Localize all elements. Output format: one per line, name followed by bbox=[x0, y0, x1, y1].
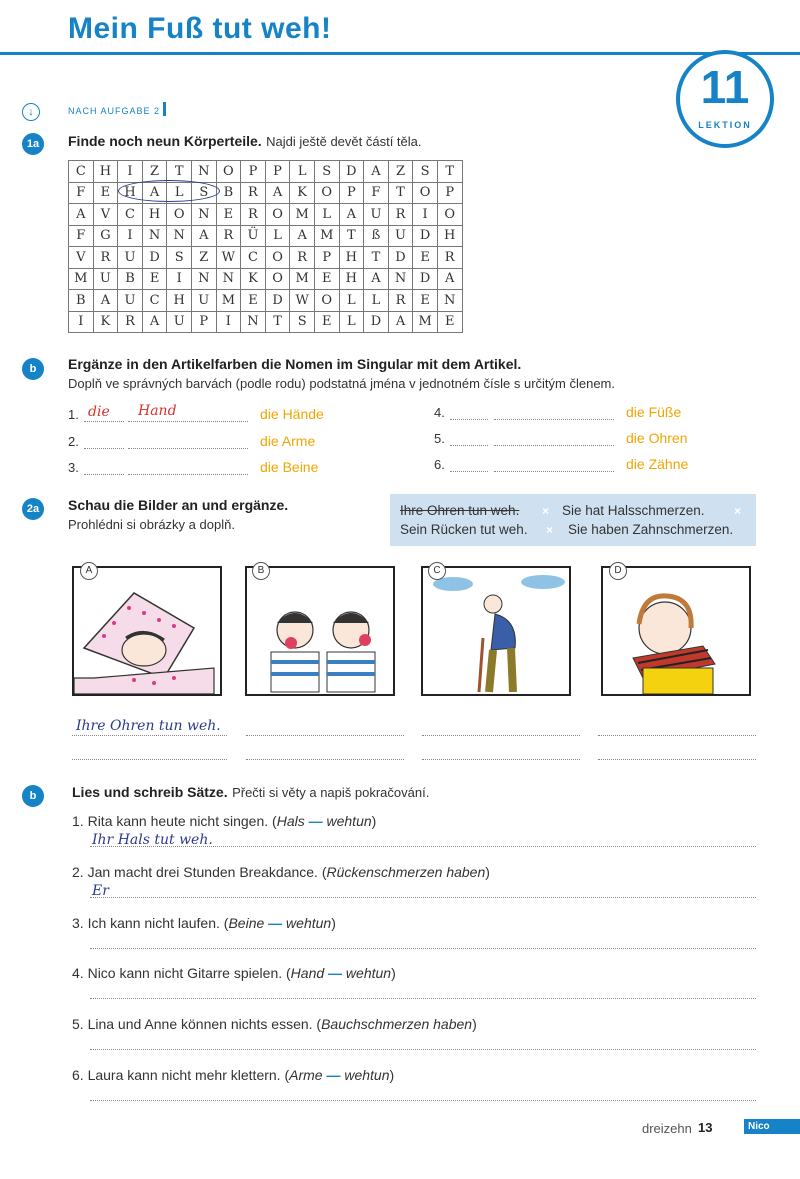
row-number: 3. bbox=[68, 460, 79, 475]
answer-line-c2[interactable] bbox=[422, 759, 580, 760]
grid-cell[interactable]: U bbox=[93, 268, 118, 290]
girl-with-scarf-illustration bbox=[603, 568, 749, 694]
hint-word: Beine bbox=[228, 915, 265, 931]
sentence-item bbox=[72, 965, 762, 1005]
grid-row bbox=[69, 204, 463, 226]
grid-cell[interactable]: E bbox=[216, 204, 241, 226]
grid-cell[interactable]: T bbox=[364, 247, 389, 269]
grid-cell[interactable]: T bbox=[339, 225, 364, 247]
grid-cell[interactable]: C bbox=[69, 161, 94, 183]
grid-cell[interactable]: C bbox=[142, 290, 167, 312]
sentence-item bbox=[72, 813, 762, 853]
grid-cell[interactable]: A bbox=[364, 268, 389, 290]
plural-noun: die Füße bbox=[626, 404, 682, 420]
noun-blank[interactable] bbox=[494, 431, 614, 446]
found-word-circle bbox=[118, 180, 220, 202]
boys-with-toothache-illustration bbox=[247, 568, 393, 694]
nach-aufgabe-label: NACH AUFGABE 2 bbox=[68, 106, 161, 116]
exercise-1b-instruction-cz: Doplň ve správných barvách (podle rodu) podstatná jména v jednotném čísle s určitým členem. bbox=[68, 376, 615, 391]
plural-noun: die Ohren bbox=[626, 430, 688, 446]
hint-close: ) bbox=[472, 1016, 477, 1032]
grid-cell[interactable]: P bbox=[314, 247, 339, 269]
article-blank[interactable] bbox=[450, 405, 488, 420]
sentence-item bbox=[72, 1016, 762, 1056]
word-box-item: Sie haben Zahnschmerzen. bbox=[568, 522, 734, 537]
sentence-number: 1. bbox=[72, 813, 84, 829]
noun-blank[interactable] bbox=[128, 434, 248, 449]
grid-cell[interactable]: U bbox=[118, 247, 143, 269]
exercise-2a-instruction-cz: Prohlédni si obrázky a doplň. bbox=[68, 517, 235, 532]
grid-row bbox=[69, 247, 463, 269]
hint-close: ) bbox=[485, 864, 490, 880]
grid-cell[interactable]: N bbox=[241, 311, 266, 333]
separator-x-icon: × bbox=[542, 504, 550, 518]
grid-cell[interactable]: N bbox=[388, 268, 413, 290]
handwritten-answer: Ihr Hals tut weh. bbox=[92, 832, 213, 848]
sentence-number: 2. bbox=[72, 864, 84, 880]
grid-cell[interactable]: A bbox=[388, 311, 413, 333]
picture-label-a: A bbox=[80, 562, 98, 580]
grid-cell[interactable]: T bbox=[388, 182, 413, 204]
title-rule bbox=[0, 52, 800, 55]
sentence-body: Laura kann nicht mehr klettern. ( bbox=[87, 1067, 290, 1083]
grid-cell[interactable]: M bbox=[413, 311, 438, 333]
grid-cell[interactable]: R bbox=[290, 247, 315, 269]
row-number: 6. bbox=[434, 457, 445, 472]
grid-cell[interactable]: R bbox=[241, 182, 266, 204]
grid-row bbox=[69, 290, 463, 312]
grid-cell[interactable]: O bbox=[314, 182, 339, 204]
grid-cell[interactable]: U bbox=[388, 225, 413, 247]
sentence-text bbox=[72, 813, 762, 829]
page-number-word: dreizehn bbox=[642, 1121, 692, 1136]
grid-cell[interactable]: A bbox=[364, 161, 389, 183]
arrow-down-icon: ↓ bbox=[22, 103, 40, 121]
grid-cell[interactable]: N bbox=[167, 225, 192, 247]
exercise-1b-instruction: Ergänze in den Artikelfarben die Nomen im Singular mit dem Artikel. bbox=[68, 356, 522, 372]
grid-cell[interactable]: T bbox=[265, 311, 290, 333]
plural-noun: die Arme bbox=[260, 433, 316, 449]
grid-cell[interactable]: O bbox=[265, 204, 290, 226]
hint-verb: wehtun bbox=[286, 915, 332, 931]
sentence-number: 5. bbox=[72, 1016, 84, 1032]
hint-word: Bauchschmerzen haben bbox=[321, 1016, 473, 1032]
grid-row bbox=[69, 311, 463, 333]
exercise-badge-1b: b bbox=[22, 358, 44, 380]
sentence-text bbox=[72, 1016, 762, 1032]
word-box-item: Sie hat Halsschmerzen. bbox=[562, 503, 705, 518]
hint-dash: — bbox=[268, 915, 283, 931]
grid-cell[interactable]: K bbox=[241, 268, 266, 290]
grid-cell[interactable]: E bbox=[314, 268, 339, 290]
instruction-cz: Přečti si věty a napiš pokračování. bbox=[232, 785, 430, 800]
exercise-badge-1a: 1a bbox=[22, 133, 44, 155]
grid-cell[interactable]: D bbox=[388, 247, 413, 269]
grid-cell[interactable]: E bbox=[93, 182, 118, 204]
grid-cell[interactable]: L bbox=[339, 290, 364, 312]
grid-cell[interactable]: I bbox=[69, 311, 94, 333]
grid-cell[interactable]: P bbox=[437, 182, 462, 204]
footer-tag: Nico bbox=[744, 1119, 800, 1134]
grid-cell[interactable]: B bbox=[216, 182, 241, 204]
hint-close: ) bbox=[331, 915, 336, 931]
hint-verb: wehtun bbox=[344, 1067, 390, 1083]
grid-cell[interactable]: S bbox=[191, 182, 216, 204]
grid-cell[interactable]: L bbox=[339, 311, 364, 333]
grid-cell[interactable]: A bbox=[142, 182, 167, 204]
answer-line[interactable] bbox=[90, 998, 756, 999]
grid-cell[interactable]: M bbox=[314, 225, 339, 247]
grid-cell[interactable]: N bbox=[191, 161, 216, 183]
picture-b bbox=[245, 566, 395, 696]
article-blank[interactable] bbox=[450, 457, 488, 472]
grid-cell[interactable]: C bbox=[241, 247, 266, 269]
grid-cell[interactable]: I bbox=[118, 225, 143, 247]
grid-cell[interactable]: R bbox=[241, 204, 266, 226]
answer-a-handwriting: Ihre Ohren tun weh. bbox=[76, 718, 221, 734]
grid-cell[interactable]: H bbox=[93, 161, 118, 183]
noun-row-1 bbox=[68, 405, 398, 425]
grid-cell[interactable]: F bbox=[69, 182, 94, 204]
separator-x-icon: × bbox=[546, 523, 554, 537]
grid-cell[interactable]: E bbox=[142, 268, 167, 290]
grid-cell[interactable]: M bbox=[69, 268, 94, 290]
grid-row bbox=[69, 268, 463, 290]
grid-cell[interactable]: O bbox=[413, 182, 438, 204]
article-blank[interactable] bbox=[84, 434, 124, 449]
grid-cell[interactable]: D bbox=[339, 161, 364, 183]
answer-line[interactable] bbox=[90, 948, 756, 949]
grid-cell[interactable]: H bbox=[339, 247, 364, 269]
grid-cell[interactable]: Z bbox=[191, 247, 216, 269]
grid-cell[interactable]: T bbox=[437, 161, 462, 183]
grid-cell[interactable]: O bbox=[167, 204, 192, 226]
handwritten-answer: Er bbox=[92, 883, 109, 899]
grid-cell[interactable]: S bbox=[167, 247, 192, 269]
grid-cell[interactable]: W bbox=[216, 247, 241, 269]
grid-cell[interactable]: B bbox=[69, 290, 94, 312]
answer-line-d1[interactable] bbox=[598, 735, 756, 736]
answer-line-c1[interactable] bbox=[422, 735, 580, 736]
grid-cell[interactable]: R bbox=[388, 204, 413, 226]
separator-x-icon: × bbox=[734, 504, 742, 518]
grid-row bbox=[69, 161, 463, 183]
sentence-number: 6. bbox=[72, 1067, 84, 1083]
grid-cell[interactable]: Z bbox=[388, 161, 413, 183]
grid-cell[interactable]: R bbox=[388, 290, 413, 312]
grid-cell[interactable]: L bbox=[265, 225, 290, 247]
grid-cell[interactable]: O bbox=[216, 161, 241, 183]
instruction-de: Lies und schreib Sätze. bbox=[72, 784, 228, 800]
grid-cell[interactable]: S bbox=[290, 311, 315, 333]
plural-noun: die Hände bbox=[260, 406, 324, 422]
grid-cell[interactable]: E bbox=[437, 311, 462, 333]
grid-cell[interactable]: S bbox=[413, 161, 438, 183]
grid-cell[interactable]: U bbox=[191, 290, 216, 312]
grid-cell[interactable]: H bbox=[167, 290, 192, 312]
row-number: 2. bbox=[68, 434, 79, 449]
lesson-badge bbox=[676, 50, 774, 148]
noun-row-3 bbox=[68, 458, 398, 478]
noun-row-6 bbox=[434, 455, 764, 475]
lesson-number: 11 bbox=[700, 61, 750, 113]
grid-cell[interactable]: I bbox=[118, 161, 143, 183]
grid-cell[interactable]: H bbox=[437, 225, 462, 247]
word-box-item: Sein Rücken tut weh. bbox=[400, 522, 528, 537]
grid-cell[interactable]: N bbox=[216, 268, 241, 290]
grid-cell[interactable]: O bbox=[265, 268, 290, 290]
grid-cell[interactable]: O bbox=[314, 290, 339, 312]
grid-cell[interactable]: N bbox=[191, 204, 216, 226]
grid-cell[interactable]: R bbox=[216, 225, 241, 247]
sentence-number: 4. bbox=[72, 965, 84, 981]
grid-cell[interactable]: F bbox=[69, 225, 94, 247]
grid-cell[interactable]: I bbox=[413, 204, 438, 226]
answer-line-b2[interactable] bbox=[246, 759, 404, 760]
sentence-text bbox=[72, 915, 762, 931]
noun-row-4 bbox=[434, 403, 764, 423]
noun-answer: Hand bbox=[138, 403, 177, 419]
sentence-item bbox=[72, 864, 762, 904]
grid-cell[interactable]: P bbox=[339, 182, 364, 204]
grid-cell[interactable]: E bbox=[413, 290, 438, 312]
grid-cell[interactable]: T bbox=[167, 161, 192, 183]
row-number: 1. bbox=[68, 407, 79, 422]
answer-line[interactable] bbox=[90, 1049, 756, 1050]
noun-row-2 bbox=[68, 432, 398, 452]
answer-line[interactable] bbox=[90, 897, 756, 898]
grid-cell[interactable]: N bbox=[437, 290, 462, 312]
sentence-body: Rita kann heute nicht singen. ( bbox=[87, 813, 277, 829]
grid-cell[interactable]: M bbox=[216, 290, 241, 312]
answer-line-b1[interactable] bbox=[246, 735, 404, 736]
nach-aufgabe-bar bbox=[163, 102, 166, 116]
page-number: 13 bbox=[698, 1120, 713, 1135]
grid-cell[interactable]: O bbox=[437, 204, 462, 226]
answer-line[interactable] bbox=[90, 1100, 756, 1101]
sentence-body: Jan macht drei Stunden Breakdance. ( bbox=[87, 864, 327, 880]
exercise-1a-instruction bbox=[68, 133, 422, 151]
hint-close: ) bbox=[389, 1067, 395, 1083]
noun-row-5 bbox=[434, 429, 764, 449]
grid-cell[interactable]: S bbox=[314, 161, 339, 183]
grid-cell[interactable]: L bbox=[314, 204, 339, 226]
noun-blank[interactable] bbox=[128, 460, 248, 475]
grid-cell[interactable]: G bbox=[93, 225, 118, 247]
hint-word: Arme bbox=[289, 1067, 323, 1083]
plural-noun: die Beine bbox=[260, 459, 319, 475]
grid-cell[interactable]: A bbox=[290, 225, 315, 247]
sentence-item bbox=[72, 915, 762, 955]
sentence-item bbox=[72, 1067, 762, 1107]
grid-cell[interactable]: E bbox=[314, 311, 339, 333]
grid-cell[interactable]: L bbox=[364, 290, 389, 312]
hint-word: Rückenschmerzen haben bbox=[326, 864, 486, 880]
grid-cell[interactable]: M bbox=[290, 204, 315, 226]
grid-cell[interactable]: P bbox=[241, 161, 266, 183]
grid-cell[interactable]: R bbox=[118, 311, 143, 333]
page-title: Mein Fuß tut weh! bbox=[68, 12, 332, 45]
grid-cell[interactable]: A bbox=[93, 290, 118, 312]
grid-cell[interactable]: D bbox=[142, 247, 167, 269]
grid-cell[interactable]: A bbox=[191, 225, 216, 247]
article-answer: die bbox=[88, 404, 110, 420]
grid-cell[interactable]: ß bbox=[364, 225, 389, 247]
answer-line-d2[interactable] bbox=[598, 759, 756, 760]
grid-cell[interactable]: V bbox=[69, 247, 94, 269]
grid-cell[interactable]: M bbox=[290, 268, 315, 290]
grid-cell[interactable]: U bbox=[118, 290, 143, 312]
exercise-badge-2a: 2a bbox=[22, 498, 44, 520]
grid-cell[interactable]: V bbox=[93, 204, 118, 226]
plural-noun: die Zähne bbox=[626, 456, 689, 472]
grid-cell[interactable]: D bbox=[413, 268, 438, 290]
grid-cell[interactable]: H bbox=[339, 268, 364, 290]
sentence-text bbox=[72, 864, 762, 880]
exercise-2a-instruction: Schau die Bilder an und ergänze. bbox=[68, 497, 289, 513]
sentence-text bbox=[72, 965, 762, 981]
grid-cell[interactable]: N bbox=[142, 225, 167, 247]
grid-cell[interactable]: K bbox=[290, 182, 315, 204]
sentence-body: Lina und Anne können nichts essen. ( bbox=[87, 1016, 322, 1032]
hint-verb: wehtun bbox=[345, 965, 392, 981]
grid-cell[interactable]: Z bbox=[142, 161, 167, 183]
picture-label-b: B bbox=[252, 562, 270, 580]
sentence-body: Ich kann nicht laufen. ( bbox=[87, 915, 229, 931]
word-box bbox=[390, 494, 756, 546]
grid-cell[interactable]: A bbox=[339, 204, 364, 226]
grid-cell[interactable]: A bbox=[437, 268, 462, 290]
grid-cell[interactable]: U bbox=[167, 311, 192, 333]
sentence-number: 3. bbox=[72, 915, 84, 931]
noun-blank[interactable] bbox=[494, 457, 614, 472]
sentence-body: Nico kann nicht Gitarre spielen. ( bbox=[87, 965, 291, 981]
hint-word: Hals bbox=[276, 813, 305, 829]
lesson-word: LEKTION bbox=[698, 120, 752, 130]
word-box-item: Ihre Ohren tun weh. bbox=[400, 503, 520, 518]
hint-dash: — bbox=[326, 1067, 341, 1083]
grid-cell[interactable]: I bbox=[167, 268, 192, 290]
man-with-back-pain-illustration bbox=[423, 568, 569, 694]
hint-dash: — bbox=[308, 813, 323, 829]
hint-dash: — bbox=[328, 965, 343, 981]
grid-cell[interactable]: Ü bbox=[241, 225, 266, 247]
row-number: 4. bbox=[434, 405, 445, 420]
hint-close: ) bbox=[371, 813, 377, 829]
grid-cell[interactable]: P bbox=[265, 161, 290, 183]
grid-cell[interactable]: R bbox=[93, 247, 118, 269]
exercise-badge-2b: b bbox=[22, 785, 44, 807]
grid-cell[interactable]: C bbox=[118, 204, 143, 226]
grid-cell[interactable]: P bbox=[191, 311, 216, 333]
noun-blank[interactable] bbox=[494, 405, 614, 420]
article-blank[interactable] bbox=[450, 431, 488, 446]
picture-d bbox=[601, 566, 751, 696]
picture-label-c: C bbox=[428, 562, 446, 580]
grid-cell[interactable]: W bbox=[290, 290, 315, 312]
sick-girl-in-bed-illustration bbox=[74, 568, 220, 694]
grid-cell[interactable]: H bbox=[118, 182, 143, 204]
grid-cell[interactable]: H bbox=[142, 204, 167, 226]
grid-cell[interactable]: D bbox=[265, 290, 290, 312]
grid-cell[interactable]: E bbox=[413, 247, 438, 269]
grid-cell[interactable]: F bbox=[364, 182, 389, 204]
sentence-text bbox=[72, 1067, 762, 1083]
picture-a bbox=[72, 566, 222, 696]
answer-line-a1[interactable] bbox=[72, 735, 227, 736]
grid-cell[interactable]: U bbox=[364, 204, 389, 226]
grid-cell[interactable]: N bbox=[191, 268, 216, 290]
grid-cell[interactable]: B bbox=[118, 268, 143, 290]
instruction-de: Finde noch neun Körperteile. bbox=[68, 133, 262, 149]
grid-cell[interactable]: A bbox=[69, 204, 94, 226]
row-number: 5. bbox=[434, 431, 445, 446]
grid-cell[interactable]: A bbox=[265, 182, 290, 204]
exercise-2b-instruction bbox=[72, 784, 429, 802]
grid-cell[interactable]: K bbox=[93, 311, 118, 333]
picture-c bbox=[421, 566, 571, 696]
hint-word: Hand bbox=[290, 965, 325, 981]
grid-row bbox=[69, 225, 463, 247]
grid-cell[interactable]: L bbox=[167, 182, 192, 204]
grid-cell[interactable]: R bbox=[437, 247, 462, 269]
hint-verb: wehtun bbox=[326, 813, 372, 829]
article-blank[interactable] bbox=[84, 460, 124, 475]
grid-cell[interactable]: D bbox=[413, 225, 438, 247]
grid-cell[interactable]: I bbox=[216, 311, 241, 333]
answer-line-a2[interactable] bbox=[72, 759, 227, 760]
grid-cell[interactable]: O bbox=[265, 247, 290, 269]
picture-label-d: D bbox=[609, 562, 627, 580]
grid-cell[interactable]: A bbox=[142, 311, 167, 333]
grid-cell[interactable]: E bbox=[241, 290, 266, 312]
grid-cell[interactable]: D bbox=[364, 311, 389, 333]
hint-close: ) bbox=[391, 965, 396, 981]
instruction-cz: Najdi ještě devět částí těla. bbox=[266, 134, 422, 149]
grid-cell[interactable]: L bbox=[290, 161, 315, 183]
